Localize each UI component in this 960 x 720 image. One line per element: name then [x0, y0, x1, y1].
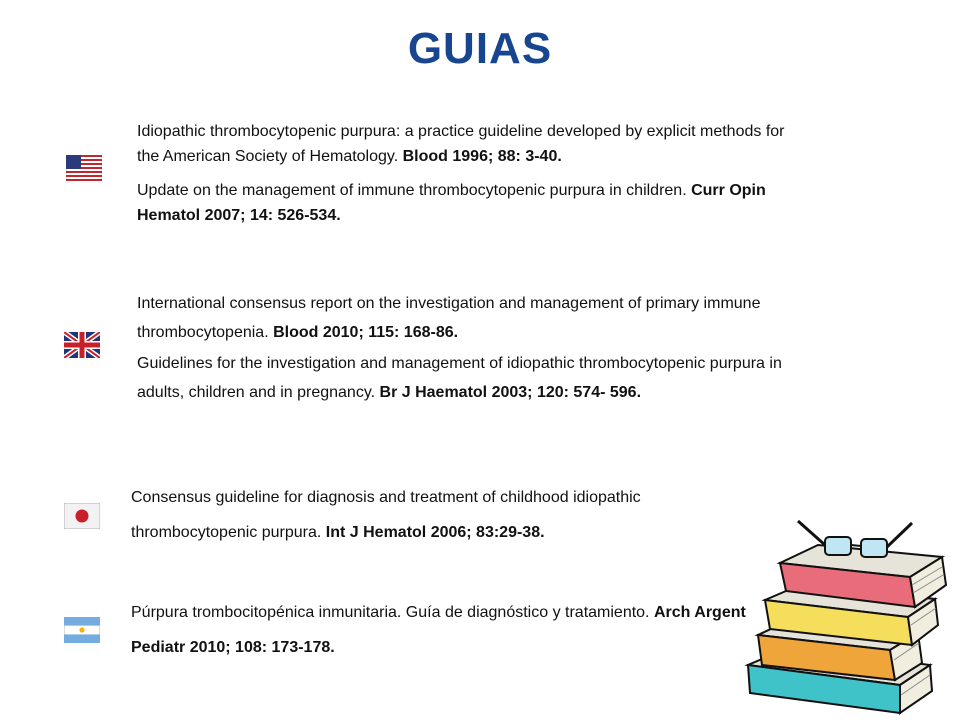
argentina-flag-icon	[64, 617, 100, 643]
page-title: GUIAS	[407, 24, 553, 73]
uk-reference-1: International consensus report on the investigation and management of primary immune thrombocytopenia. Blood 2010; 115: 168-86.	[137, 295, 761, 341]
usa-reference-2: Update on the management of immune thrombocytopenic purpura in children. Curr Opin Hematol 2007; 14: 526-534.	[137, 182, 766, 224]
japan-flag-icon	[64, 503, 100, 529]
japan-reference-1: Consensus guideline for diagnosis and treatment of childhood idiopathic thrombocytopenic purpura. Int J Hematol 2006; 83:29-38.	[131, 489, 641, 541]
books-stack-icon	[730, 515, 955, 715]
uk-reference-2: Guidelines for the investigation and management of idiopathic thrombocytopenic purpura in adults, children and in pregnancy. Br J Haematol 2003; 120: 574- 596.	[137, 355, 782, 401]
usa-flag-icon	[66, 155, 102, 181]
usa-reference-1: Idiopathic thrombocytopenic purpura: a practice guideline developed by explicit methods for the American Society of Hematology. Blood 1996; 88: 3-40.	[137, 123, 785, 165]
argentina-reference-1: Púrpura trombocitopénica inmunitaria. Guía de diagnóstico y tratamiento. Arch Argent Pediatr 2010; 108: 173-178.	[131, 604, 746, 656]
uk-flag-icon	[64, 332, 100, 358]
